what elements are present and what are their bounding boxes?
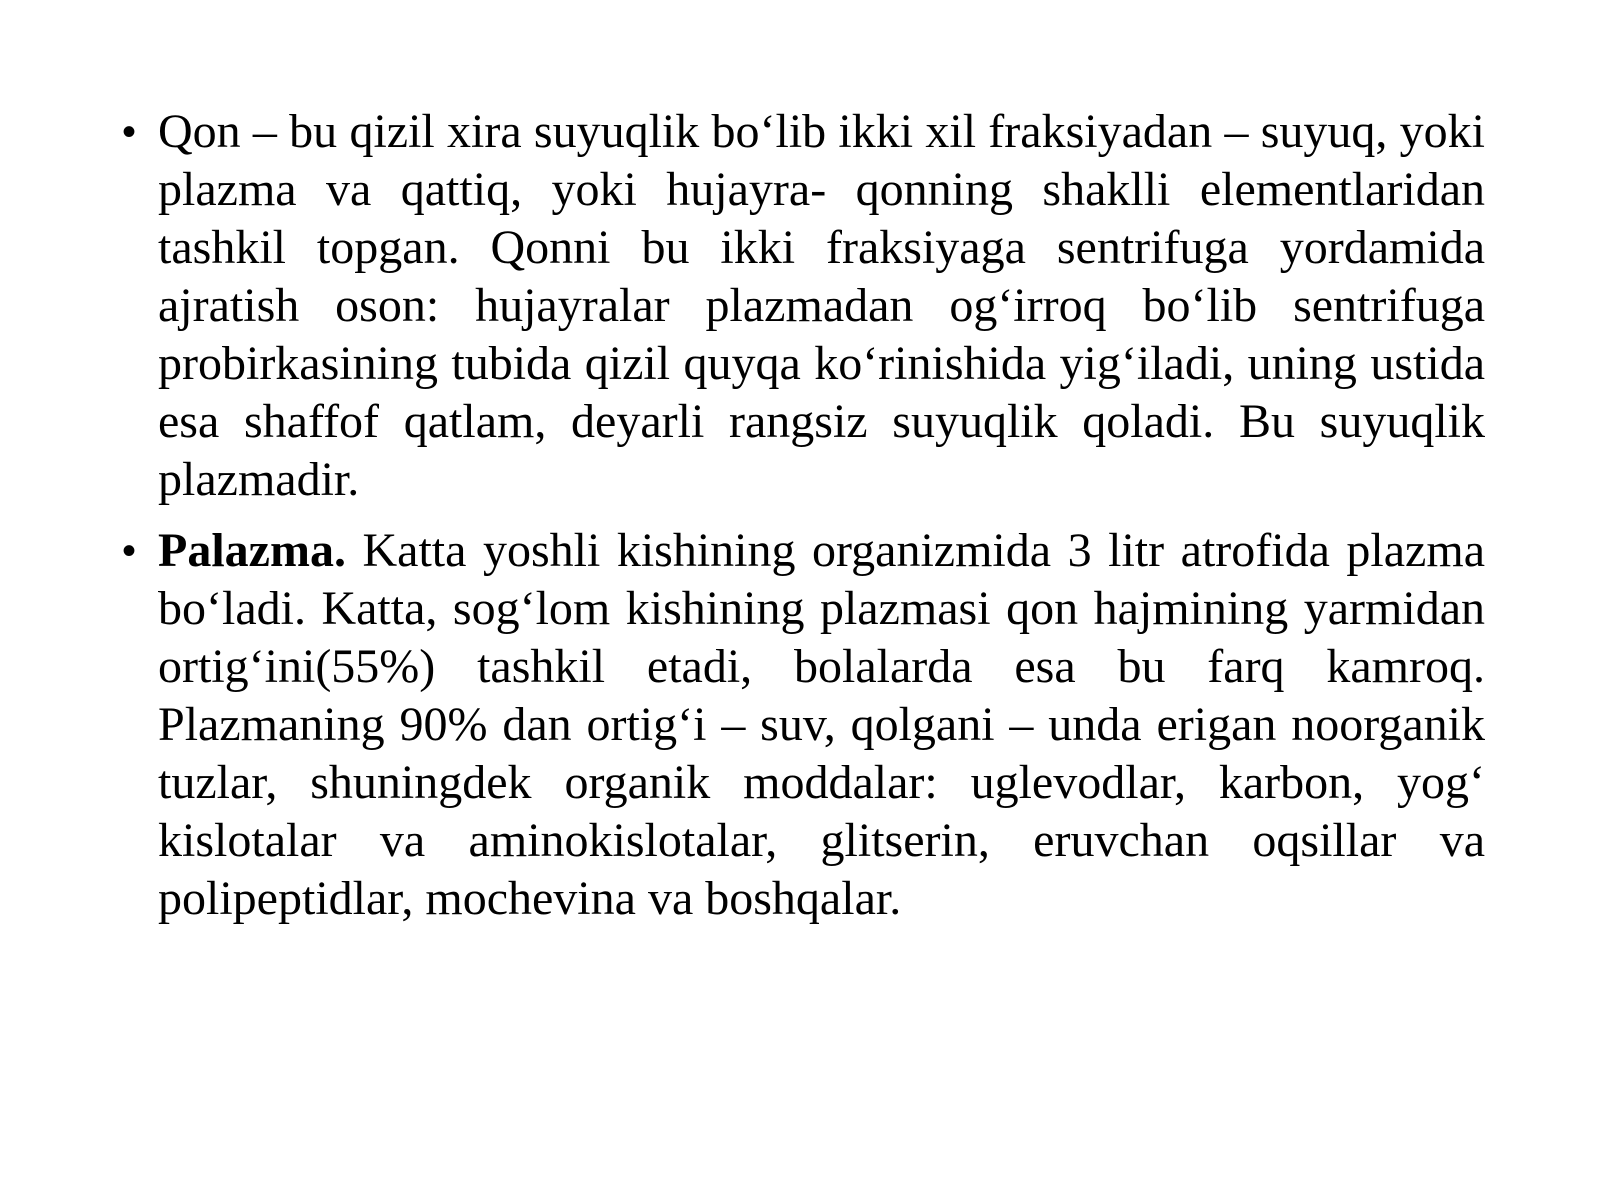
bullet-heading: Palazma. xyxy=(158,524,346,577)
bullet-marker: • xyxy=(122,110,137,154)
bullet-item-plasma xyxy=(122,522,1485,928)
bullet-text: Katta yoshli kishining organizmida 3 litr atrofida plazma bo‘ladi. Katta, sog‘lom kishining plazmasi qon hajmining yarmidan ortig‘ini(55%) tashkil etadi, bolalarda esa bu farq kamroq. Plazmaning 90% dan ortig‘i – suv, qolgani – unda erigan noorganik tuzlar, shuningdek organik moddalar: uglevodlar, karbon, yog‘ kislotalar va aminokislotalar, glitserin, eruvchan oqsillar va polipeptidlar, mochevina va boshqalar. xyxy=(158,524,1485,925)
bullet-item-blood xyxy=(122,103,1485,509)
bullet-list xyxy=(122,103,1485,941)
bullet-text: Qon – bu qizil xira suyuqlik bo‘lib ikki xil fraksiyadan – suyuq, yoki plazma va qattiq, yoki hujayra- qonning shaklli elementlaridan tashkil topgan. Qonni bu ikki fraksiyaga sentrifuga yordamida ajratish oson: hujayralar plazmadan og‘irroq bo‘lib sentrifuga probirkasining tubida qizil quyqa ko‘rinishida yig‘iladi, uning ustida esa shaffof qatlam, deyarli rangsiz suyuqlik qoladi. Bu suyuqlik plazmadir. xyxy=(158,105,1485,506)
bullet-marker: • xyxy=(122,529,137,573)
